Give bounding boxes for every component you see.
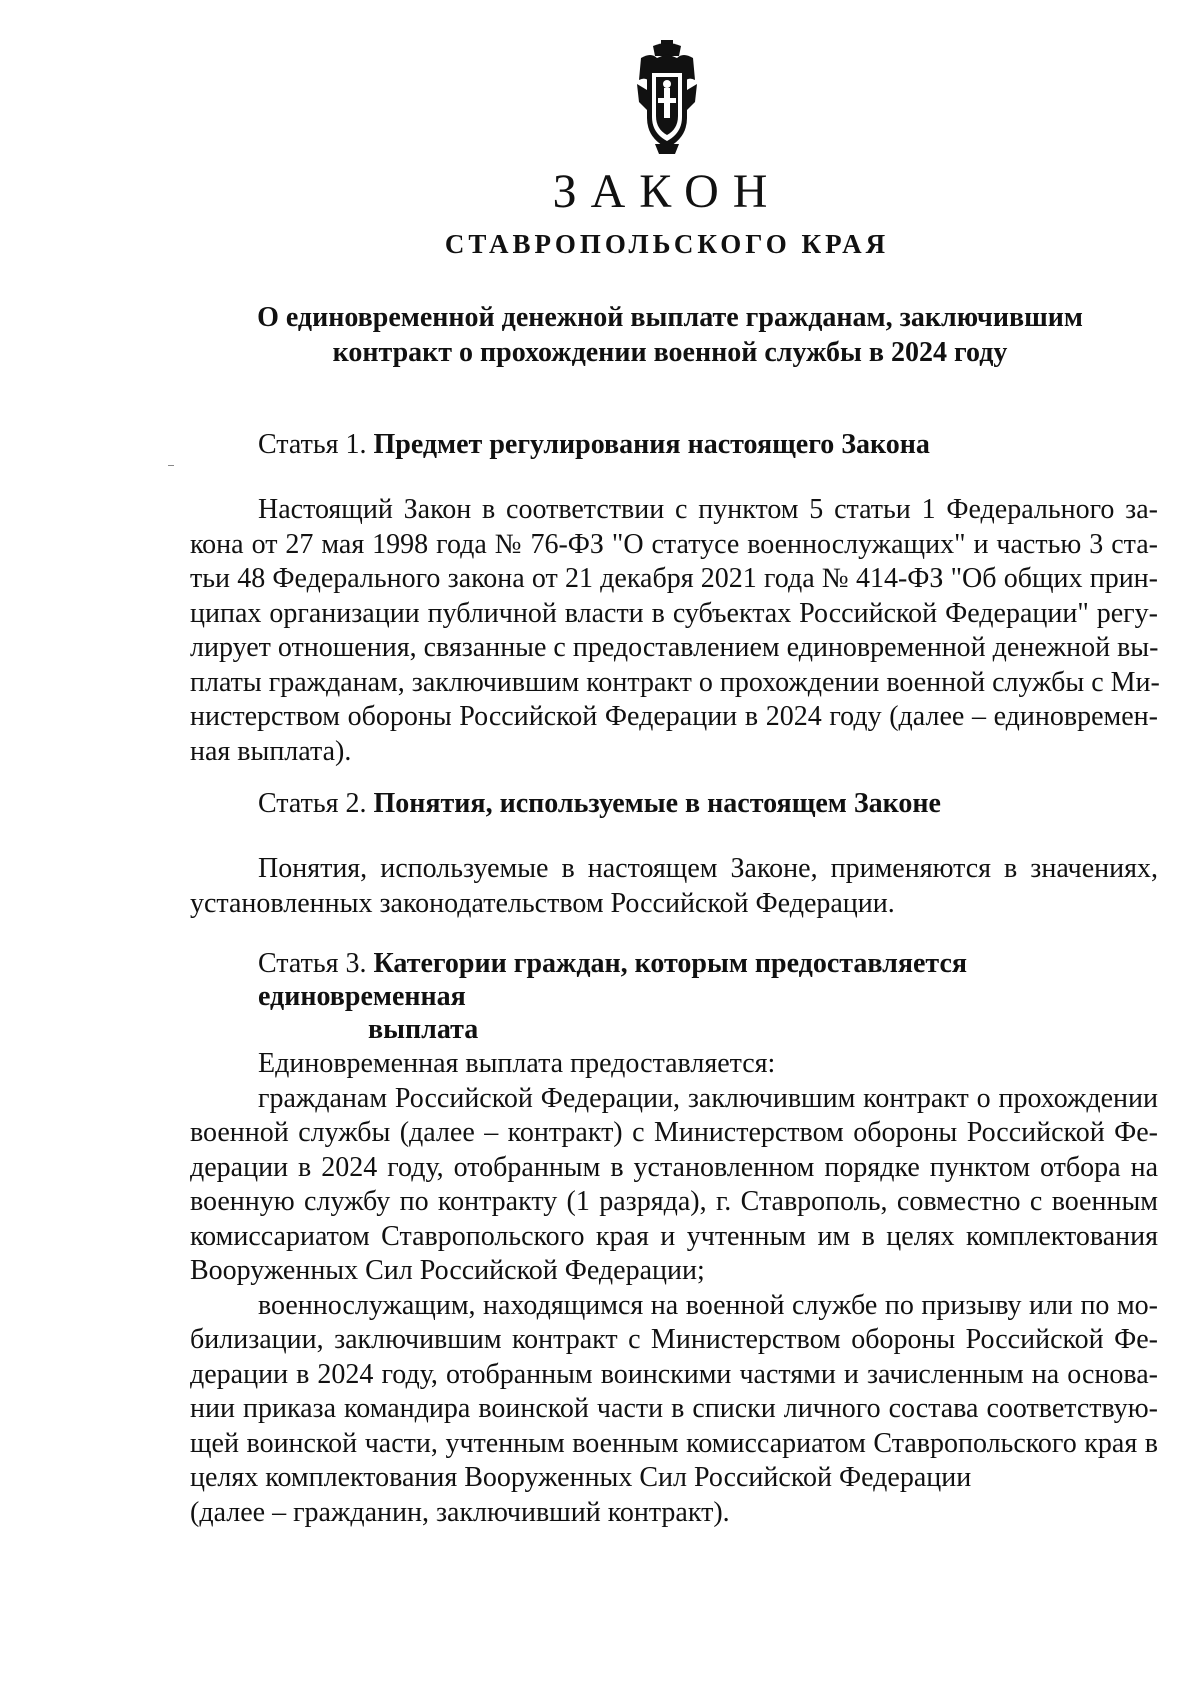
text-line: лирует отношения, связанные с предоставлением единовременной денежной вы-	[190, 632, 1159, 663]
margin-mark	[168, 465, 174, 466]
text-line: щей воинской части, учтенным военным комиссариатом Ставропольского края в	[190, 1427, 1158, 1459]
law-title: ЗАКОН	[552, 165, 782, 218]
article-number: Статья 2.	[258, 788, 367, 819]
article-number: Статья 3.	[258, 948, 367, 979]
text-line: кона от 27 мая 1998 года № 76-ФЗ "О статусе военнослужащих" и частью 3 ста-	[190, 528, 1158, 560]
text-line: нистерством обороны Российской Федерации в 2024 году (далее – единовремен-	[190, 701, 1158, 732]
text-line: военной службы (далее – контракт) с Министерством обороны Российской Фе-	[190, 1117, 1158, 1148]
coat-of-arms-emblem-icon	[635, 40, 699, 158]
article-2-heading	[258, 787, 1158, 820]
article-number: Статья 1.	[258, 429, 367, 460]
document-title-line: контракт о прохождении военной службы в 2024 году	[332, 337, 1008, 368]
article-2-body	[190, 852, 1158, 921]
text-line: ная выплата).	[190, 735, 352, 767]
text-line: Вооруженных Сил Российской Федерации;	[190, 1255, 705, 1286]
article-name: Понятия, используемые в настоящем Законе	[373, 788, 941, 819]
article-3-heading	[258, 947, 1158, 1046]
text-line: комиссариатом Ставропольского края и учтенным им в целях комплектования	[190, 1220, 1158, 1252]
text-line: Единовременная выплата предоставляется:	[258, 1048, 776, 1079]
article-name: Категории граждан, которым предоставляется единовременная	[258, 948, 968, 1012]
document-title-line: О единовременной денежной выплате гражданам, заключившим	[257, 302, 1083, 333]
document-title	[190, 300, 1150, 370]
text-line: ципах организации публичной власти в субъектах Российской Федерации" регу-	[190, 597, 1158, 629]
text-line: Настоящий Закон в соответствии с пунктом 5 статьи 1 Федерального за-	[258, 494, 1158, 525]
text-line: военную службу по контракту (1 разряда), г. Ставрополь, совместно с военным	[190, 1186, 1158, 1217]
law-region: СТАВРОПОЛЬСКОГО КРАЯ	[444, 229, 890, 259]
text-line: платы гражданам, заключившим контракт о прохождении военной службы с Ми-	[190, 666, 1160, 698]
text-line: Понятия, используемые в настоящем Законе, применяются в значениях,	[258, 853, 1158, 884]
text-line: (далее – гражданин, заключивший контракт).	[190, 1496, 730, 1528]
article-1-heading	[258, 428, 1158, 461]
text-line: военнослужащим, находящимся на военной службе по призыву или по мо-	[258, 1289, 1158, 1321]
text-line: нии приказа командира воинской части в списки личного состава соответствую-	[190, 1393, 1158, 1424]
text-line: целях комплектования Вооруженных Сил Российской Федерации	[190, 1462, 972, 1493]
text-line: билизации, заключившим контракт с Министерством обороны Российской Фе-	[190, 1324, 1158, 1355]
text-line: гражданам Российской Федерации, заключившим контракт о прохождении	[258, 1082, 1158, 1114]
text-line: дерации в 2024 году, отобранным в установленном порядке пунктом отбора на	[190, 1151, 1158, 1183]
article-name-continued: выплата	[368, 1014, 479, 1045]
article-3-body	[190, 1047, 1158, 1530]
text-line: установленных законодательством Российской Федерации.	[190, 887, 895, 919]
article-name: Предмет регулирования настоящего Закона	[373, 429, 930, 460]
text-line: тьи 48 Федерального закона от 21 декабря 2021 года № 414-ФЗ "Об общих прин-	[190, 563, 1158, 594]
text-line: дерации в 2024 году, отобранным воинскими частями и зачисленным на основа-	[190, 1358, 1158, 1390]
article-1-body	[190, 493, 1158, 769]
